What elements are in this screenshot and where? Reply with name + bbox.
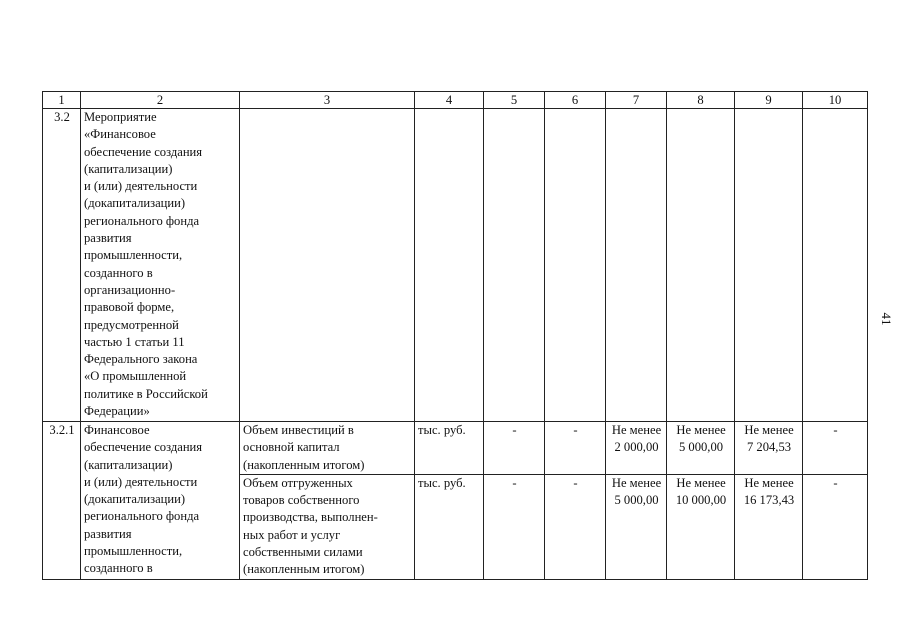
column-number-header-row <box>43 92 868 109</box>
table-row-3-2-1-a <box>43 422 868 475</box>
column-header: 8 <box>667 92 735 109</box>
column-header: 2 <box>81 92 240 109</box>
empty-cell <box>667 109 735 422</box>
indicator-name: Объем инвестиций в основной капитал (накопленным итогом) <box>240 422 415 475</box>
column-header: 9 <box>735 92 803 109</box>
value-cell: - <box>545 422 606 475</box>
column-header: 7 <box>606 92 667 109</box>
row-number: 3.2.1 <box>43 422 81 580</box>
unit-cell: тыс. руб. <box>415 422 484 475</box>
column-header: 6 <box>545 92 606 109</box>
value-cell: Не менее 5 000,00 <box>606 474 667 579</box>
value-cell: Не менее 5 000,00 <box>667 422 735 475</box>
row-number: 3.2 <box>43 109 81 422</box>
empty-cell <box>240 109 415 422</box>
value-cell: Не менее 2 000,00 <box>606 422 667 475</box>
column-header: 10 <box>803 92 868 109</box>
empty-cell <box>803 109 868 422</box>
program-table <box>42 91 868 580</box>
value-cell: - <box>803 422 868 475</box>
indicator-name: Объем отгруженных товаров собственного производства, выполнен- ных работ и услуг собственными силами (накопленным итогом) <box>240 474 415 579</box>
value-cell: Не менее 7 204,53 <box>735 422 803 475</box>
value-cell: - <box>803 474 868 579</box>
column-header: 5 <box>484 92 545 109</box>
value-cell: - <box>484 474 545 579</box>
empty-cell <box>735 109 803 422</box>
column-header: 4 <box>415 92 484 109</box>
measure-name: Мероприятие «Финансовое обеспечение создания (капитализации) и (или) деятельности (докапитализации) регионального фонда развития промышленности, созданного в организационно- правовой форме, предусмотренной частью 1 статьи 11 Федерального закона «О промышленной политике в Российской Федерации» <box>81 109 240 422</box>
value-cell: - <box>545 474 606 579</box>
value-cell: Не менее 16 173,43 <box>735 474 803 579</box>
value-cell: - <box>484 422 545 475</box>
empty-cell <box>545 109 606 422</box>
measure-name: Финансовое обеспечение создания (капитализации) и (или) деятельности (докапитализации) регионального фонда развития промышленности, созданного в <box>81 422 240 580</box>
table-row-3-2 <box>43 109 868 422</box>
page-number: 41 <box>879 312 894 326</box>
empty-cell <box>606 109 667 422</box>
empty-cell <box>415 109 484 422</box>
column-header: 1 <box>43 92 81 109</box>
value-cell: Не менее 10 000,00 <box>667 474 735 579</box>
unit-cell: тыс. руб. <box>415 474 484 579</box>
column-header: 3 <box>240 92 415 109</box>
empty-cell <box>484 109 545 422</box>
